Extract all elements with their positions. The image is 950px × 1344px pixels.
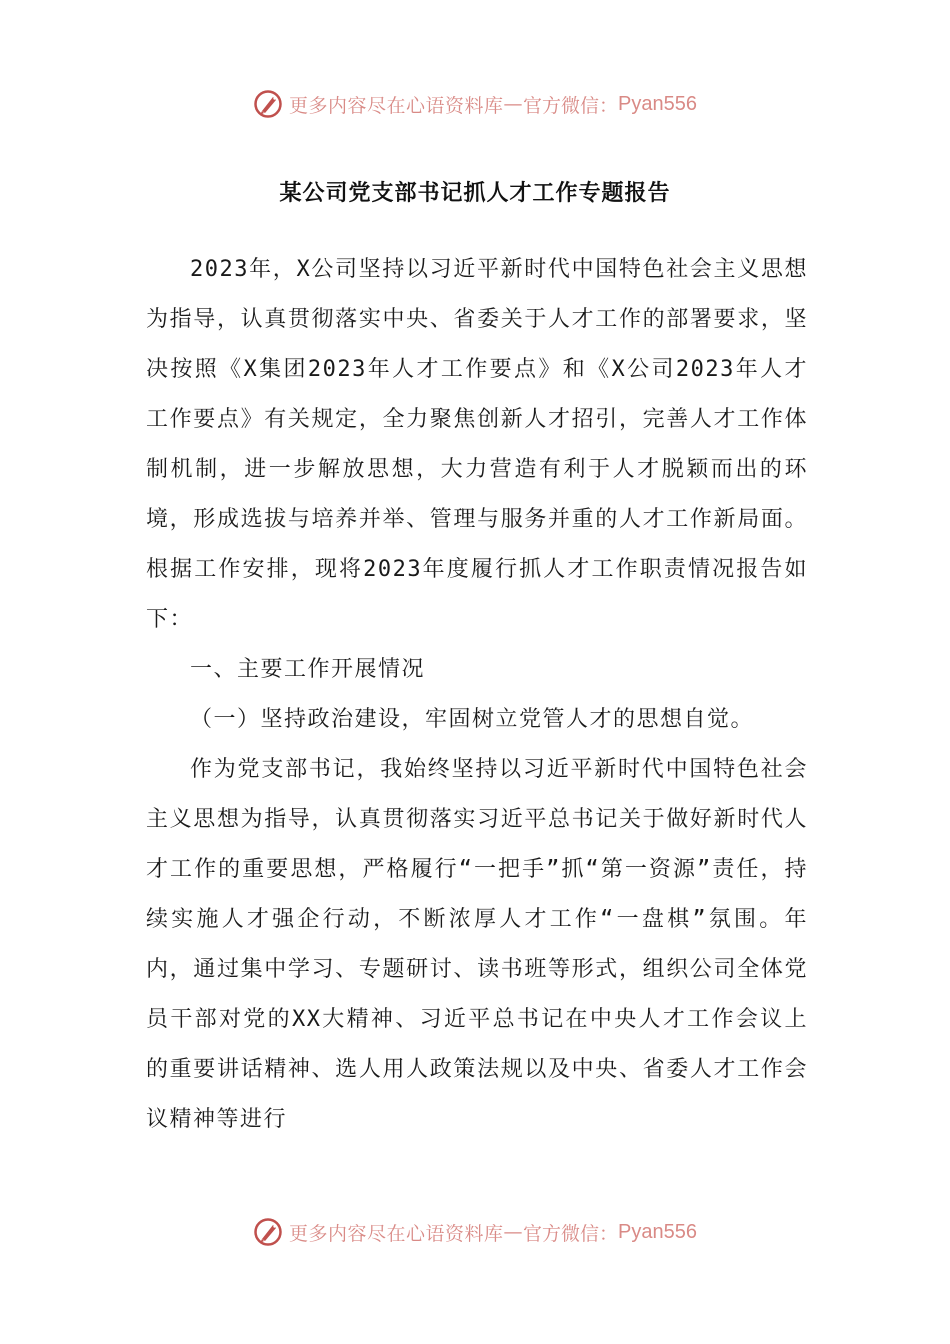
subsection-heading: （一）坚持政治建设，牢固树立党管人才的思想自觉。 — [190, 707, 755, 732]
promo-text: 更多内容尽在心语资料库 — [289, 94, 504, 117]
pen-nib-logo-icon — [253, 89, 283, 119]
wechat-id: Pyan556 — [618, 1220, 697, 1243]
document-title: 某公司党支部书记抓人才工作专题报告 — [279, 181, 671, 206]
wechat-id: Pyan556 — [618, 92, 697, 115]
footer-watermark-banner — [0, 1212, 950, 1252]
promo-dash: — — [503, 93, 524, 115]
promo-dash: — — [503, 1221, 524, 1243]
section-heading: 一、主要工作开展情况 — [190, 657, 426, 682]
header-watermark-banner — [0, 84, 950, 124]
paragraph-intro: 2023年，X公司坚持以习近平新时代中国特色社会主义思想为指导，认真贯彻落实中央、省委关于人才工作的部署要求，坚决按照《X集团2023年人才工作要点》和《X公司2023年人才工作要点》有关规定，全力聚焦创新人才招引，完善人才工作体制机制，进一步解放思想，大力营造有利于人才脱颖而出的环境，形成选拔与培养并举、管理与服务并重的人才工作新局面。根据工作安排，现将2023年度履行抓人才工作职责情况报告如下： — [146, 257, 808, 632]
promo-text: 更多内容尽在心语资料库 — [289, 1222, 504, 1245]
wechat-label: 官方微信： — [523, 94, 619, 117]
wechat-label: 官方微信： — [523, 1222, 619, 1245]
paragraph-body: 作为党支部书记，我始终坚持以习近平新时代中国特色社会主义思想为指导，认真贯彻落实习近平总书记关于做好新时代人才工作的重要思想，严格履行“一把手”抓“第一资源”责任，持续实施人才强企行动，不断浓厚人才工作“一盘棋”氛围。年内，通过集中学习、专题研讨、读书班等形式，组织公司全体党员干部对党的XX大精神、习近平总书记在中央人才工作会议上的重要讲话精神、选人用人政策法规以及中央、省委人才工作会议精神等进行 — [146, 757, 808, 1132]
document-body — [146, 245, 808, 1145]
pen-nib-logo-icon — [253, 1217, 283, 1247]
